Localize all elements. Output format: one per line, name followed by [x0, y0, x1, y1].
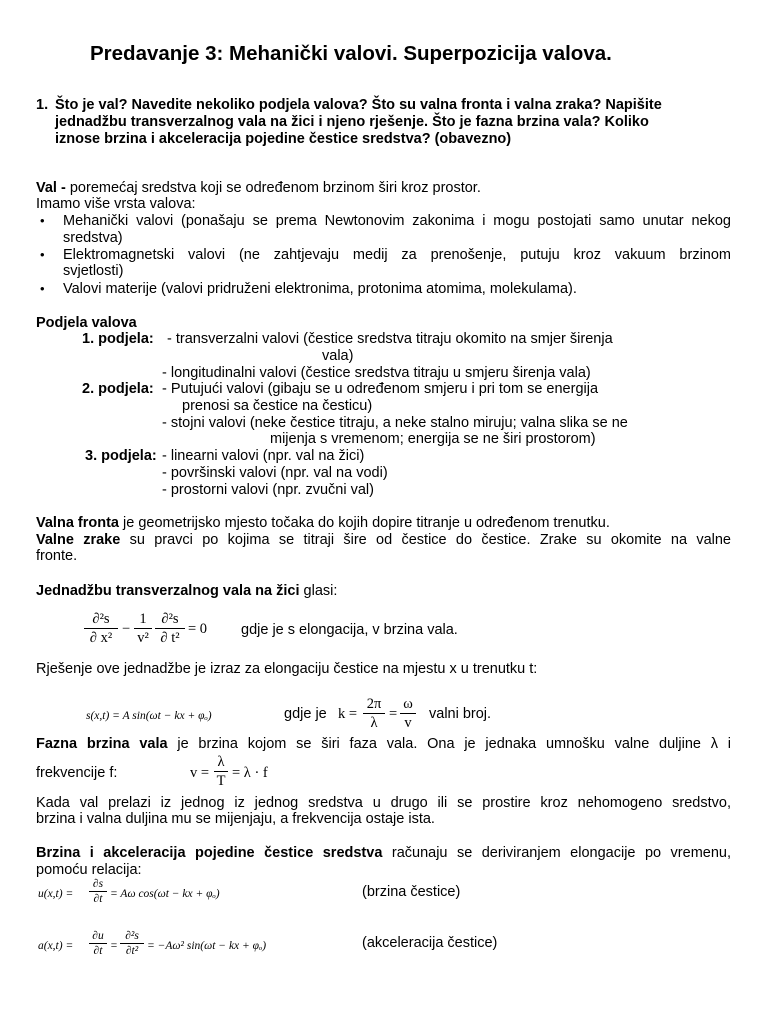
question-line: jednadžbu transverzalnog vala na žici i njeno rješenje. Što je fazna brzina vala? Koliko	[55, 114, 649, 130]
bullet-icon: •	[40, 247, 45, 262]
wave-eq-term-3: ∂²s ∂ t²	[155, 610, 185, 647]
v-rhs: = λ · f	[232, 765, 268, 781]
a-frac-1: ∂u ∂t	[89, 929, 107, 958]
u-rhs: = Aω cos(ωt − kx + φₒ)	[110, 888, 220, 900]
k-frac-1: 2π λ	[363, 695, 385, 732]
valni-broj-label: valni broj.	[429, 706, 492, 722]
podjela-1-item-cont: vala)	[322, 348, 354, 364]
bullet-icon: •	[40, 281, 45, 296]
bullet-text: Elektromagnetski valovi (ne zahtjevaju medij za prenošenje, putuju kroz vakuum brzinom	[63, 247, 731, 263]
valna-fronta-def: Valna fronta je geometrijsko mjesto točaka do kojih dopire titranje u određenom trenutku.	[36, 515, 610, 531]
podjela-2-item-cont: mijenja s vremenom; energija se ne širi prostorom)	[270, 431, 596, 447]
question-line: Što je val? Navedite nekoliko podjela valova? Što su valna fronta i valna zraka? Napišite	[55, 97, 662, 113]
brzina-cestice-label: (brzina čestice)	[362, 884, 461, 900]
bullet-text: sredstva)	[63, 230, 123, 246]
valne-zrake-def: Valne zrake su pravci po kojima se titraji šire od čestice do čestice. Zrake su okomite na valne	[36, 532, 731, 548]
k-lhs: k =	[338, 706, 358, 722]
valne-zrake-cont: fronte.	[36, 548, 78, 564]
question-line: iznose brzina i akceleracija pojedine čestice sredstva? (obavezno)	[55, 131, 512, 147]
bullet-text: Mehanički valovi (ponašaju se prema Newtonovim zakonima i mogu postojati samo unutar nekog	[63, 213, 731, 229]
jednadzba-intro: Jednadžbu transverzalnog vala na žici glasi:	[36, 583, 338, 599]
a-eq-sign: =	[110, 940, 118, 952]
wave-eq-minus: −	[122, 621, 131, 637]
rjesenje-intro: Rješenje ove jednadžbe je izraz za elongaciju čestice na mjestu x u trenutku t:	[36, 661, 538, 677]
brzina-akceleracija-cont: pomoću relacija:	[36, 862, 142, 878]
podjela-2-item-cont: prenosi sa čestice na česticu)	[182, 398, 373, 414]
k-frac-2: ω v	[400, 695, 416, 732]
fazna-brzina-cont: frekvencije f:	[36, 765, 118, 781]
val-definition: Val - poremećaj sredstva koji se određenom brzinom širi kroz prostor.	[36, 180, 481, 196]
podjela-heading: Podjela valova	[36, 315, 137, 331]
u-lhs: u(x,t) =	[38, 888, 74, 900]
val-types-intro: Imamo više vrsta valova:	[36, 196, 196, 212]
fazna-paragraph: brzina i valna duljina mu se mijenjaju, a frekvencija ostaje ista.	[36, 811, 435, 827]
fazna-paragraph: Kada val prelazi iz jednog iz jednog sredstva u drugo ili se prostire kroz nehomogeno sredstvo,	[36, 795, 731, 811]
a-rhs: = −Aω² sin(ωt − kx + φₒ)	[147, 940, 267, 952]
wave-eq-explanation: gdje je s elongacija, v brzina vala.	[241, 622, 458, 638]
akceleracija-cestice-label: (akceleracija čestice)	[362, 935, 498, 951]
wave-eq-term-1: ∂²s ∂ x²	[84, 610, 118, 647]
wave-eq-term-2: 1 v²	[134, 610, 152, 647]
wave-eq-rhs: = 0	[188, 621, 208, 637]
gdje-je-label: gdje je	[284, 706, 327, 722]
v-frac: λ T	[214, 753, 228, 790]
solution-formula: s(x,t) = A sin(ωt − kx + φₒ)	[86, 710, 212, 722]
podjela-1-item: - longitudinalni valovi (čestice sredstva titraju u smjeru širenja vala)	[162, 365, 591, 381]
podjela-1-label: 1. podjela:	[82, 331, 154, 347]
k-eq-sign: =	[389, 706, 398, 722]
fazna-brzina-def: Fazna brzina vala je brzina kojom se širi faza vala. Ona je jednaka umnošku valne duljine λ i	[36, 736, 731, 752]
v-lhs: v =	[190, 765, 210, 781]
question-number: 1.	[36, 97, 49, 113]
page-title: Predavanje 3: Mehanički valovi. Superpozicija valova.	[90, 42, 612, 65]
bullet-text: svjetlosti)	[63, 263, 124, 279]
brzina-akceleracija-def: Brzina i akceleracija pojedine čestice sredstva računaju se deriviranjem elongacije po vremenu,	[36, 845, 731, 861]
podjela-3-label: 3. podjela:	[85, 448, 157, 464]
a-lhs: a(x,t) =	[38, 940, 74, 952]
a-frac-2: ∂²s ∂t²	[120, 929, 144, 958]
podjela-3-item: - linearni valovi (npr. val na žici)	[162, 448, 365, 464]
u-frac: ∂s ∂t	[89, 877, 107, 906]
podjela-3-item: - površinski valovi (npr. val na vodi)	[162, 465, 388, 481]
podjela-1-item: - transverzalni valovi (čestice sredstva titraju okomito na smjer širenja	[167, 331, 613, 347]
podjela-3-item: - prostorni valovi (npr. zvučni val)	[162, 482, 374, 498]
podjela-2-item: - Putujući valovi (gibaju se u određenom smjeru i pri tom se energija	[162, 381, 599, 397]
bullet-icon: •	[40, 213, 45, 228]
podjela-2-item: - stojni valovi (neke čestice titraju, a neke stalno miruju; valna slika se ne	[162, 415, 628, 431]
podjela-2-label: 2. podjela:	[82, 381, 154, 397]
bullet-text: Valovi materije (valovi pridruženi elektronima, protonima atomima, molekulama).	[63, 281, 577, 297]
